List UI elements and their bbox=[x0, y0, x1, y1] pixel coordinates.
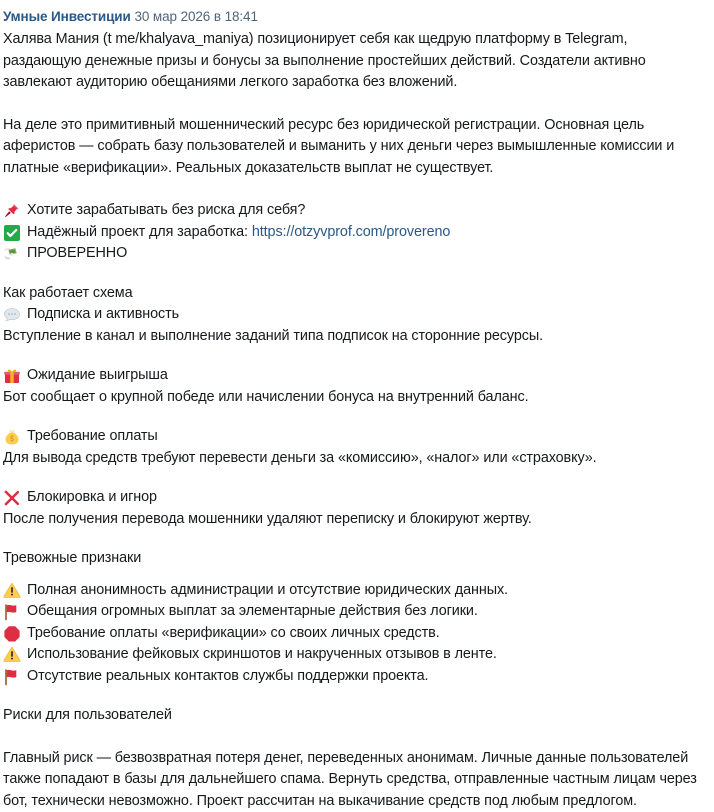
step-spacer bbox=[3, 469, 708, 487]
cross-mark-icon bbox=[3, 489, 21, 507]
red-flag-icon bbox=[3, 668, 21, 686]
warnings-heading: Тревожные признаки bbox=[3, 548, 708, 570]
scheme-step-title-3 bbox=[3, 487, 708, 509]
warning-item-3 bbox=[3, 644, 708, 666]
scheme-heading: Как работает схема bbox=[3, 283, 708, 305]
red-flag-icon bbox=[3, 603, 21, 621]
money-with-wings-icon bbox=[3, 245, 21, 263]
promo-verified-text: ПРОВЕРЕННО bbox=[27, 243, 708, 265]
section-spacer bbox=[3, 265, 708, 283]
post-author-name[interactable]: Умные Инвестиции bbox=[3, 9, 131, 24]
paragraph-spacer bbox=[3, 94, 708, 115]
warning-item-4 bbox=[3, 666, 708, 688]
risks-heading: Риски для пользователей bbox=[3, 705, 708, 727]
scheme-step-text-0: Вступление в канал и выполнение заданий типа подписок на сторонние ресурсы. bbox=[3, 326, 708, 348]
warning-item-0 bbox=[3, 580, 708, 602]
promo-recommend-line bbox=[3, 222, 708, 244]
step-spacer bbox=[3, 408, 708, 426]
scheme-step-title-text-2: Требование оплаты bbox=[27, 426, 708, 448]
promo-recommend-label: Надёжный проект для заработка: bbox=[27, 224, 248, 240]
scheme-step-title-text-3: Блокировка и игнор bbox=[27, 487, 708, 509]
gift-icon bbox=[3, 367, 21, 385]
risks-spacer bbox=[3, 727, 708, 748]
step-spacer bbox=[3, 347, 708, 365]
pushpin-icon bbox=[3, 202, 21, 220]
stop-sign-icon bbox=[3, 625, 21, 643]
scheme-step-title-0 bbox=[3, 304, 708, 326]
speech-balloon-icon bbox=[3, 306, 21, 324]
post-date[interactable]: 30 мар 2026 в 18:41 bbox=[134, 9, 257, 24]
promo-question-line bbox=[3, 200, 708, 222]
warning-item-1 bbox=[3, 601, 708, 623]
post-paragraph-1: Халява Мания (t me/khalyava_maniya) позиционирует себя как щедрую платформу в Telegram, раздающую денежные призы и бонусы за выполнение простейших действий. Создатели активно завлекают аудиторию обещаниями легкого заработка без вложений. bbox=[3, 29, 703, 94]
warning-item-text-0: Полная анонимность администрации и отсутствие юридических данных. bbox=[27, 580, 708, 602]
paragraph-spacer bbox=[3, 179, 708, 200]
warning-item-text-3: Использование фейковых скриншотов и накрученных отзывов в ленте. bbox=[27, 644, 708, 666]
risks-text: Главный риск — безвозвратная потеря денег, переведенных анонимам. Личные данные пользователей также попадают в базы для дальнейшего спама. Вернуть средства, отправленные частным лицам через бот, технически невозможно. Проект рассчитан на выкачивание средств под любым предлогом. bbox=[3, 748, 703, 812]
post-paragraph-2: На деле это примитивный мошеннический ресурс без юридической регистрации. Основная цель аферистов — собрать базу пользователей и выманить у них деньги через вымышленные комиссии и платные «верификации». Реальных доказательств выплат не существует. bbox=[3, 115, 703, 180]
warning-item-text-2: Требование оплаты «верификации» со своих личных средств. bbox=[27, 623, 708, 645]
scheme-step-text-1: Бот сообщает о крупной победе или начислении бонуса на внутренний баланс. bbox=[3, 387, 708, 409]
warnings-spacer bbox=[3, 570, 708, 580]
warning-item-2 bbox=[3, 623, 708, 645]
section-spacer bbox=[3, 687, 708, 705]
warning-item-text-1: Обещания огромных выплат за элементарные действия без логики. bbox=[27, 601, 708, 623]
scheme-step-text-3: После получения перевода мошенники удаляют переписку и блокируют жертву. bbox=[3, 509, 708, 531]
warning-item-text-4: Отсутствие реальных контактов службы поддержки проекта. bbox=[27, 666, 708, 688]
scheme-step-title-text-0: Подписка и активность bbox=[27, 304, 708, 326]
post-header bbox=[3, 9, 708, 25]
scheme-step-title-1 bbox=[3, 365, 708, 387]
section-spacer bbox=[3, 530, 708, 548]
scheme-step-text-2: Для вывода средств требуют перевести деньги за «комиссию», «налог» или «страховку». bbox=[3, 448, 708, 470]
check-mark-icon bbox=[3, 224, 21, 242]
warning-triangle-icon bbox=[3, 582, 21, 600]
scheme-step-title-text-1: Ожидание выигрыша bbox=[27, 365, 708, 387]
scheme-step-title-2 bbox=[3, 426, 708, 448]
promo-recommend-text bbox=[27, 222, 708, 244]
promo-question-text: Хотите зарабатывать без риска для себя? bbox=[27, 200, 708, 222]
promo-recommend-link[interactable]: https://otzyvprof.com/provereno bbox=[252, 224, 450, 240]
warning-triangle-icon bbox=[3, 646, 21, 664]
promo-verified-line bbox=[3, 243, 708, 265]
money-bag-icon bbox=[3, 428, 21, 446]
